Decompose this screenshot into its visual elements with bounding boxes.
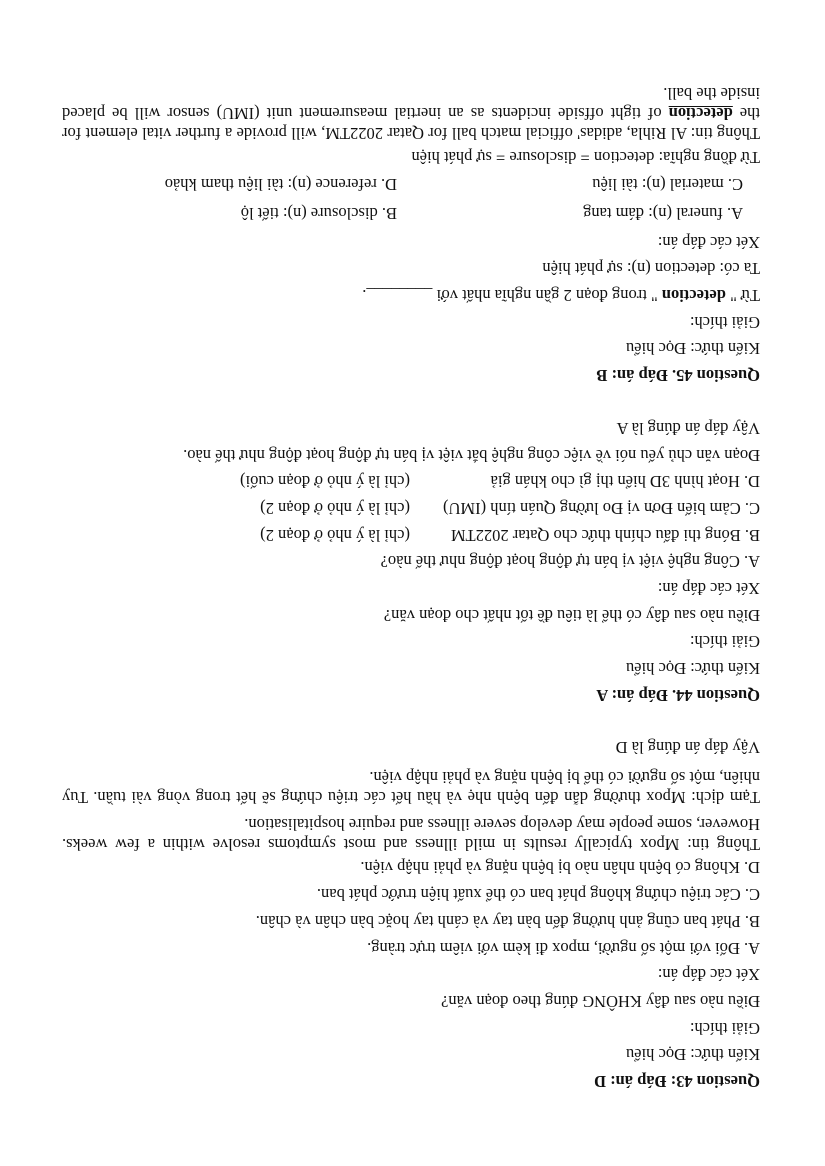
q45-question [62,281,760,308]
q44-option-a: A. Công nghệ việt vị bán tự động hoạt động như thế nào? [380,552,760,572]
q43-conclusion: Vậy đáp án đúng là D [615,738,760,758]
q44-heading: Question 44. Đáp án: A [596,685,760,705]
q45-options-row-1 [62,199,760,228]
page-content [62,77,760,1094]
q44-option-b: B. Bóng thi đấu chính thức cho Qatar 2022TM [450,525,760,545]
q45-option-b: B. disclosure (n): tiết lộ [240,204,397,224]
q43-heading: Question 43: Đáp án: D [594,1072,760,1091]
q43-option-c: C. Các triệu chứng không phát ban có thể xuất hiện trước phát ban. [316,885,760,905]
spacer [62,388,760,414]
q44-option-b-row [62,521,760,548]
q45-info-word: detection [668,104,733,124]
q44-knowledge: Kiến thức: Đọc hiểu [625,659,760,679]
spacer [62,708,760,734]
q44-explain-label: Giải thích: [689,632,760,652]
q45-explain-label: Giải thích: [689,312,760,332]
q44-option-d: D. Hoạt hình 3D hiển thị gì cho khán giả [490,472,760,492]
q43-option-b: B. Phát ban cũng ảnh hưởng đến bàn tay và cánh tay hoặc bàn chân và chân. [255,911,760,931]
q43-info: Thông tin: Mpox typically results in mild illness and most symptoms resolve within a few weeks. However, some people may develop severe illness and require hospitalisation. [62,814,760,854]
q44-option-c: C. Cảm biến Đơn vị Đo lường Quán tính (IMU) [443,498,760,518]
q43-translation: Tạm dịch: Mpox thường dẫn đến bệnh nhẹ và hầu hết các triệu chứng sẽ hết trong vòng vài tuần. Tuy nhiên, một số người có thể bị bệnh nặng và phải nhập viện. [62,768,760,808]
q43-knowledge: Kiến thức: Đọc hiểu [625,1045,760,1065]
q44-option-c-note: (chỉ là ý nhỏ ở đoạn 2) [260,498,410,518]
q44-conclusion: Vậy đáp án đúng là A [616,418,760,438]
q45-question-word: detection [661,286,726,306]
q45-synonym: Từ đồng nghĩa: detection = disclosure = sự phát hiện [411,148,760,168]
q44-option-d-row [62,468,760,495]
q44-summary: Đoạn văn chủ yếu nói về việc công nghệ bắt việt vị bán tự động hoạt động như thế nào. [183,445,760,465]
q45-info-pre: Thông tin: Al Rihla, adidas' official match ball for Qatar 2022TM, will provide a further vital element for the [62,104,760,144]
q45-we-have: Ta có: detection (n): sự phát hiện [542,259,760,279]
q45-option-d: D. reference (n): tài liệu tham khảo [164,175,397,195]
q44-option-d-note: (chỉ là ý nhỏ ở đoạn cuối) [239,472,410,492]
q43-option-a: A. Đối với một số người, mpox đi kèm với viêm trực tràng. [367,938,760,958]
q43-option-d: D. Không có bệnh nhân nào bị bệnh nặng và phải nhập viện. [360,858,760,878]
q45-info [62,83,760,143]
q44-option-c-row [62,494,760,521]
q45-info-post: of tight offside incidents as an inertial measurement unit (IMU) sensor will be placed inside the ball. [62,84,760,124]
q45-options-row-2 [62,170,760,199]
q43-question: Điều nào sau đây KHÔNG đúng theo đoạn văn? [441,991,760,1011]
q44-question: Điều nào sau đây có thể là tiêu đề tốt nhất cho đoạn văn? [383,605,760,625]
q45-option-a: A. funeral (n): đám tang [583,204,743,224]
q43-consider: Xét các đáp án: [657,965,760,985]
q44-option-b-note: (chỉ là ý nhỏ ở đoạn 2) [260,525,410,545]
q45-heading: Question 45. Đáp án: B [596,366,760,386]
q45-question-post: " trong đoạn 2 gần nghĩa nhất với ________. [362,286,662,306]
q45-question-pre: Từ " [725,286,760,306]
q45-consider: Xét các đáp án: [657,232,760,252]
q43-explain-label: Giải thích: [689,1018,760,1038]
q45-option-c: C. material (n): tài liệu [592,175,743,195]
q44-consider: Xét các đáp án: [657,579,760,598]
q45-knowledge: Kiến thức: Đọc hiểu [625,339,760,359]
